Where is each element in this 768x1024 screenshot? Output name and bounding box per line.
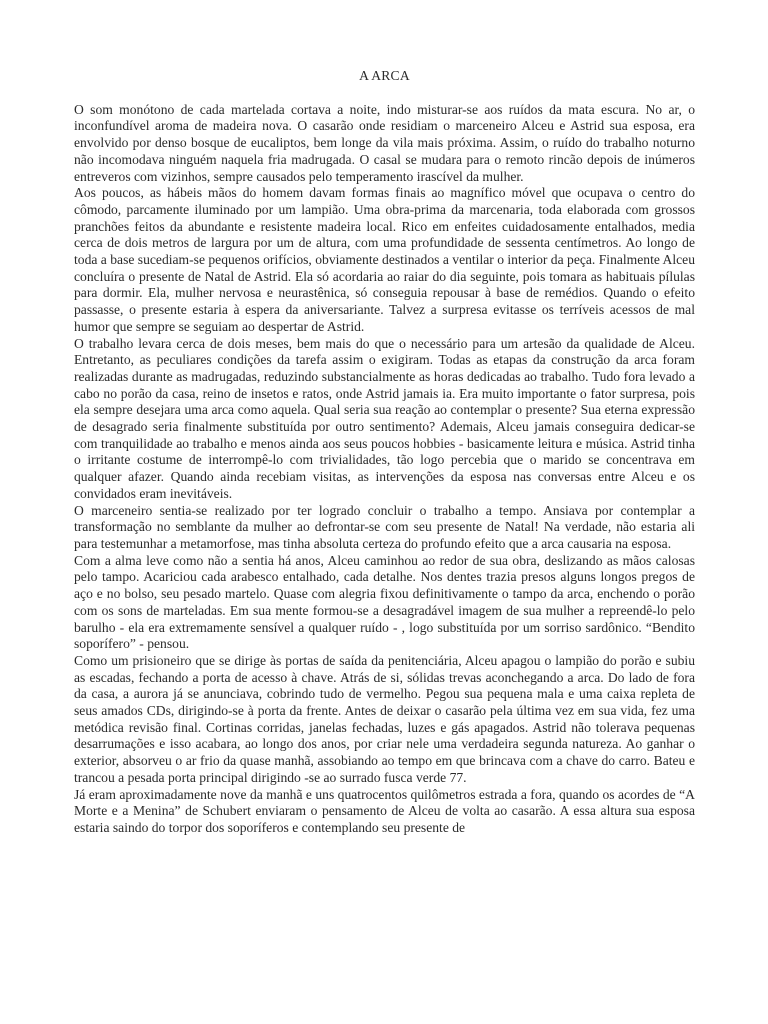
document-title: A ARCA [359,68,410,83]
document-page [74,68,695,837]
paragraph-7: Já eram aproximadamente nove da manhã e uns quatrocentos quilômetros estrada a fora, quando os acordes de “A Morte e a Menina” de Schubert enviaram o pensamento de Alceu de volta ao casarão. A essa altura sua esposa estaria saindo do torpor dos soporíferos e contemplando seu presente de [74,786,695,835]
paragraph-4: O marceneiro sentia-se realizado por ter logrado concluir o trabalho a tempo. Ansiava por contemplar a transformação no semblante da mulher ao defrontar-se com seu presente de Natal! Na verdade, não estaria ali para testemunhar a metamorfose, mas tinha absoluta certeza do profundo efeito que a arca causaria na esposa. [74,502,695,551]
paragraph-3: O trabalho levara cerca de dois meses, bem mais do que o necessário para um artesão da qualidade de Alceu. Entretanto, as peculiares condições da tarefa assim o exigiram. Todas as etapas da construção da arca foram realizadas durante as madrugadas, reduzindo substancialmente as horas dedicadas ao trabalho. Tudo fora levado a cabo no porão da casa, reino de insetos e ratos, onde Astrid jamais ia. Era muito importante o fator surpresa, pois ela sempre desejara uma arca como aquela. Qual seria sua reação ao contemplar o presente? Sua eterna expressão de desagrado seria finalmente substituída por outro sentimento? Ademais, Alceu jamais conseguira dedicar-se com tranquilidade ao trabalho e menos ainda aos seus poucos hobbies - basicamente leitura e música. Astrid tinha o irritante costume de interrompê-lo com trivialidades, tão logo percebia que o marido se concentrava em qualquer afazer. Quando ainda recebiam visitas, as intervenções da esposa nas conversas entre Alceu e os convidados eram inevitáveis. [74,335,695,501]
paragraph-6: Como um prisioneiro que se dirige às portas de saída da penitenciária, Alceu apagou o lampião do porão e subiu as escadas, fechando a porta de acesso à chave. Atrás de si, sólidas trevas aconchegando a arca. Do lado de fora da casa, a aurora já se anunciava, cobrindo tudo de vermelho. Pegou sua pequena mala e uma caixa repleta de seus amados CDs, dirigindo-se à porta da frente. Antes de deixar o casarão pela última vez em sua vida, fez uma metódica revisão final. Cortinas corridas, janelas fechadas, luzes e gás apagados. Astrid não tolerava pequenas desarrumações e isso acabara, ao longo dos anos, por criar nele uma verdadeira segunda natureza. Ao ganhar o exterior, absorveu o ar frio da quase manhã, assobiando ao tempo em que brincava com a chave do carro. Bateu e trancou a pesada porta principal dirigindo -se ao surrado fusca verde 77. [74,652,695,785]
paragraph-2: Aos poucos, as hábeis mãos do homem davam formas finais ao magnífico móvel que ocupava o centro do cômodo, parcamente iluminado por um lampião. Uma obra-prima da marcenaria, toda elaborada com grossos pranchões feitos da abundante e resistente madeira local. Rico em enfeites cuidadosamente entalhados, media cerca de dois metros de largura por um de altura, com uma profundidade de sessenta centímetros. Ao longo de toda a base sucediam-se pequenos orifícios, obviamente destinados a ventilar o interior da peça. Finalmente Alceu concluíra o presente de Natal de Astrid. Ela só acordaria ao raiar do dia seguinte, pois tomara as habituais pílulas para dormir. Ela, mulher nervosa e neurastênica, só conseguia repousar à base de remédios. Quando o efeito passasse, o presente estaria à espera da aniversariante. Talvez a surpresa evitasse os terríveis acessos de mal humor que sempre se seguiam ao despertar de Astrid. [74,185,695,334]
paragraph-1: O som monótono de cada martelada cortava a noite, indo misturar-se aos ruídos da mata escura. No ar, o inconfundível aroma de madeira nova. O casarão onde residiam o marceneiro Alceu e Astrid sua esposa, era envolvido por denso bosque de eucaliptos, bem longe da vila mais próxima. Assim, o ruído do trabalho noturno não incomodava ninguém naquela fria madrugada. O casal se mudara para o remoto rincão depois de inúmeros entreveros com vizinhos, sempre causados pelo temperamento irascível da mulher. [74,101,695,184]
paragraph-5: Com a alma leve como não a sentia há anos, Alceu caminhou ao redor de sua obra, deslizando as mãos calosas pelo tampo. Acariciou cada arabesco entalhado, cada detalhe. Nos dentes trazia presos alguns longos pregos de aço e no bolso, seu pesado martelo. Quase com alegria fixou definitivamente o tampo da arca, enchendo o porão com os sons de marteladas. Em sua mente formou-se a desagradável imagem de sua mulher a repreendê-lo pelo barulho - ela era extremamente sensível a qualquer ruído - , logo substituída por um sorriso sardônico. “Bendito soporífero” - pensou. [74,552,695,652]
